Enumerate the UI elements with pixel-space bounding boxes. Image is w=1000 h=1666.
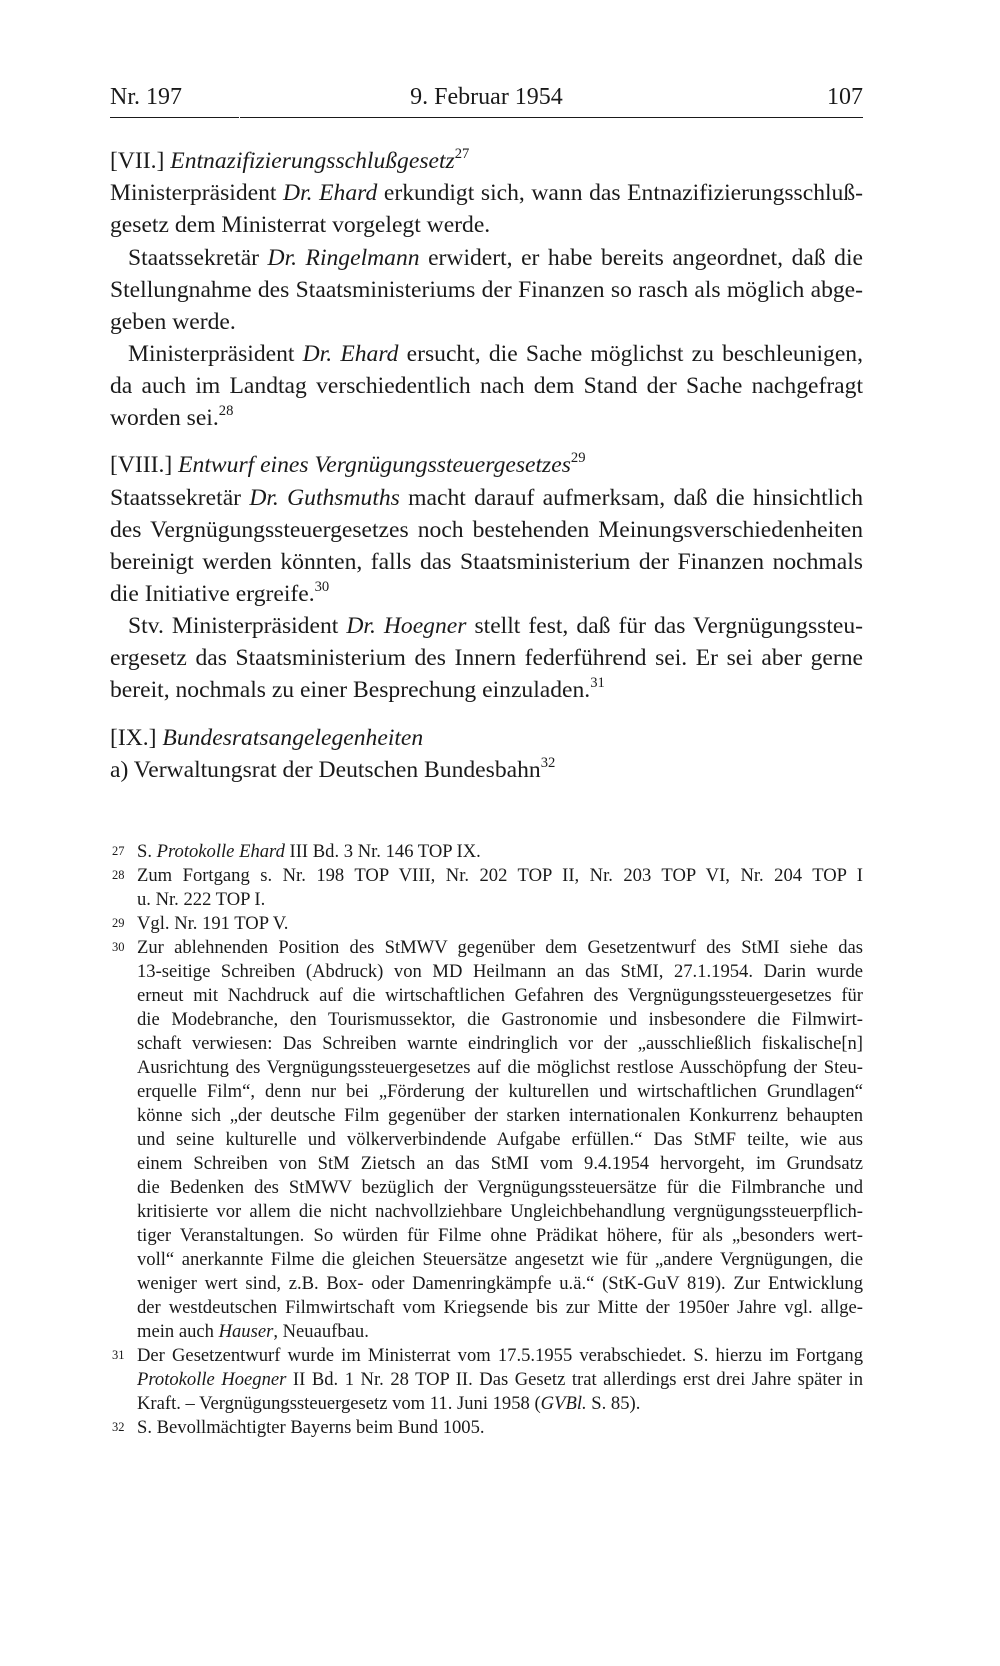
citation-title: Protokolle Hoegner (137, 1369, 287, 1390)
footnote-line: der westdeutschen Filmwirtschaft vom Kriegsende bis zur Mitte der 1950er Jahre vgl. allge- (137, 1297, 863, 1318)
footnote-number: 27 (112, 844, 125, 858)
body-line: worden sei.$^{28}$ (110, 403, 234, 431)
citation-title: Protokolle Ehard (156, 841, 285, 862)
footnote-line: Kraft. – Vergnügungssteuergesetz vom 11. Juni 1958 (GVBl. S. 85). (137, 1393, 641, 1414)
footnote-line: die Modebranche, den Tourismussektor, die Gastronomie und insbesondere die Filmwirt- (137, 1009, 863, 1030)
footnote-line: die Bedenken des StMWV bezüglich der Vergnügungssteuersätze für die Filmbranche und (137, 1177, 863, 1198)
body-line: da auch im Landtag verschiedentlich nach dem Stand der Sache nachgefragt (110, 373, 863, 399)
page-number: 107 (827, 84, 863, 110)
body-line: die Initiative ergreife.$^{30}$ (110, 579, 330, 607)
body-line: gesetz dem Ministerrat vorgelegt werde. (110, 212, 491, 238)
section-number: [VII.] (110, 148, 165, 174)
header-date: 9. Februar 1954 (410, 84, 563, 110)
footnote-line: voll“ anerkannte Filme die gleichen Steuersätze angesetzt wie für „andere Vergnügungen, die (137, 1249, 863, 1270)
footnote-ref[interactable]: 29 (570, 450, 586, 467)
body-line: Staatssekretär Dr. Ringelmann erwidert, er habe bereits angeordnet, daß die (128, 245, 863, 271)
body-line: geben werde. (110, 309, 236, 335)
footnote-line: Der Gesetzentwurf wurde im Ministerrat vom 17.5.1955 verabschiedet. S. hierzu im Fortgang (137, 1345, 863, 1366)
person-name: Dr. Guthsmuths (249, 485, 400, 511)
footnote-line: Protokolle Hoegner II Bd. 1 Nr. 28 TOP II. Das Gesetz trat allerdings erst drei Jahre später in (137, 1369, 863, 1390)
person-name: Dr. Ringelmann (267, 245, 420, 271)
footnote-line: 13-seitige Schreiben (Abdruck) von MD Heilmann an das StMI, 27.1.1954. Darin wurde (137, 961, 863, 982)
header-rule-right (240, 117, 863, 118)
footnote-line: schaft verwiesen: Das Schreiben warnte eindringlich vor der „ausschließlich fiskalische[n] (137, 1033, 863, 1054)
footnote-line: Zum Fortgang s. Nr. 198 TOP VIII, Nr. 202 TOP II, Nr. 203 TOP VI, Nr. 204 TOP I (137, 865, 863, 886)
body-line: Ministerpräsident Dr. Ehard erkundigt sich, wann das Entnazifizierungsschluß- (110, 180, 864, 206)
footnote-number: 31 (112, 1348, 125, 1362)
footnote-line: S. Bevollmächtigter Bayerns beim Bund 1005. (137, 1417, 485, 1438)
footnote-line: mein auch Hauser, Neuaufbau. (137, 1321, 369, 1342)
footnote-line: könne sich „der deutsche Film gegenüber der starken internationalen Konkurrenz behaupten (137, 1105, 863, 1126)
body-line: bereinigt werden könnten, falls das Staatsministerium der Finanzen nochmals (110, 549, 863, 575)
footnote-ref[interactable]: 28 (218, 403, 234, 420)
footnote-line: einem Schreiben von StM Zietsch an das StMI vom 9.4.1954 hervorgeht, im Grundsatz (137, 1153, 863, 1174)
section-heading-vii (110, 146, 863, 176)
person-name: Dr. Ehard (283, 180, 378, 206)
footnote-number: 29 (112, 916, 125, 930)
footnote-number: 28 (112, 868, 125, 882)
footnote-ref[interactable]: 31 (590, 675, 605, 692)
section-heading-ix (110, 723, 863, 753)
subsection-a: a) Verwaltungsrat der Deutschen Bundesbahn$^{32}$ (110, 755, 556, 783)
footnote-line: kritisierte vor allem die nicht nachvollziehbare Ungleichbehandlung vergnügungssteuerpflich- (137, 1201, 863, 1222)
footnote-line: Zur ablehnenden Position des StMWV gegenüber dem Gesetzentwurf des StMI siehe das (137, 937, 863, 958)
body-line: Stv. Ministerpräsident Dr. Hoegner stellt fest, daß für das Vergnügungssteu- (128, 613, 863, 639)
footnote-line: S. Protokolle Ehard III Bd. 3 Nr. 146 TOP IX. (137, 841, 481, 862)
footnote-line: und seine kulturelle und völkerverbindende Aufgabe erfüllen.“ Das StMF teilte, wie aus (137, 1129, 863, 1150)
body-line: Ministerpräsident Dr. Ehard ersucht, die Sache möglichst zu beschleunigen, (128, 341, 863, 367)
citation-author: Hauser (218, 1321, 274, 1342)
document-number: Nr. 197 (110, 84, 182, 110)
section-number: [VIII.] (110, 452, 173, 478)
footnote-line: Vgl. Nr. 191 TOP V. (137, 913, 289, 934)
header-rule-left (110, 117, 239, 118)
footnote-line: u. Nr. 222 TOP I. (137, 889, 266, 910)
body-line: bereit, nochmals zu einer Besprechung einzuladen.$^{31}$ (110, 675, 605, 703)
section-heading-viii (110, 450, 863, 480)
section-title: Entnazifizierungsschlußgesetz (170, 148, 455, 174)
footnote-line: weniger wert sind, z.B. Box- oder Damenringkämpfe u.ä.“ (StK-GuV 819). Zur Entwicklung (137, 1273, 863, 1294)
footnote-number: 32 (112, 1420, 125, 1434)
footnote-number: 30 (112, 940, 125, 954)
footnote-line: Ausrichtung des Vergnügungssteuergesetzes auf die möglichst restlose Ausschöpfung der Steu- (137, 1057, 863, 1078)
citation-abbrev: GVBl. (540, 1393, 587, 1414)
person-name: Dr. Hoegner (346, 613, 467, 639)
body-line: ergesetz das Staatsministerium des Innern federführend sei. Er sei aber gerne (110, 645, 863, 671)
body-line: Staatssekretär Dr. Guthsmuths macht darauf aufmerksam, daß die hinsichtlich (110, 485, 864, 511)
body-line: Stellungnahme des Staatsministeriums der Finanzen so rasch als möglich abge- (110, 277, 863, 303)
person-name: Dr. Ehard (302, 341, 399, 367)
section-title: Entwurf eines Vergnügungssteuergesetzes (178, 452, 571, 478)
footnote-line: erneut mit Nachdruck auf die wirtschaftlichen Gefahren des Vergnügungssteuergesetzes für (137, 985, 863, 1006)
footnote-ref[interactable]: 30 (314, 579, 330, 596)
section-number: [IX.] (110, 725, 157, 751)
footnote-ref[interactable]: 32 (540, 755, 556, 772)
footnote-line: erquelle Film“, denn nur bei „Förderung der kulturellen und wirtschaftlichen Grundlagen“ (137, 1081, 863, 1102)
running-header (110, 84, 863, 110)
body-line: des Vergnügungssteuergesetzes noch bestehenden Meinungsverschiedenheiten (110, 517, 863, 543)
footnote-ref[interactable]: 27 (454, 146, 470, 163)
section-title: Bundesratsangelegenheiten (162, 725, 424, 751)
footnote-line: tiger Veranstaltungen. So würden für Filme ohne Prädikat höhere, für als „besonders wert- (137, 1225, 863, 1246)
